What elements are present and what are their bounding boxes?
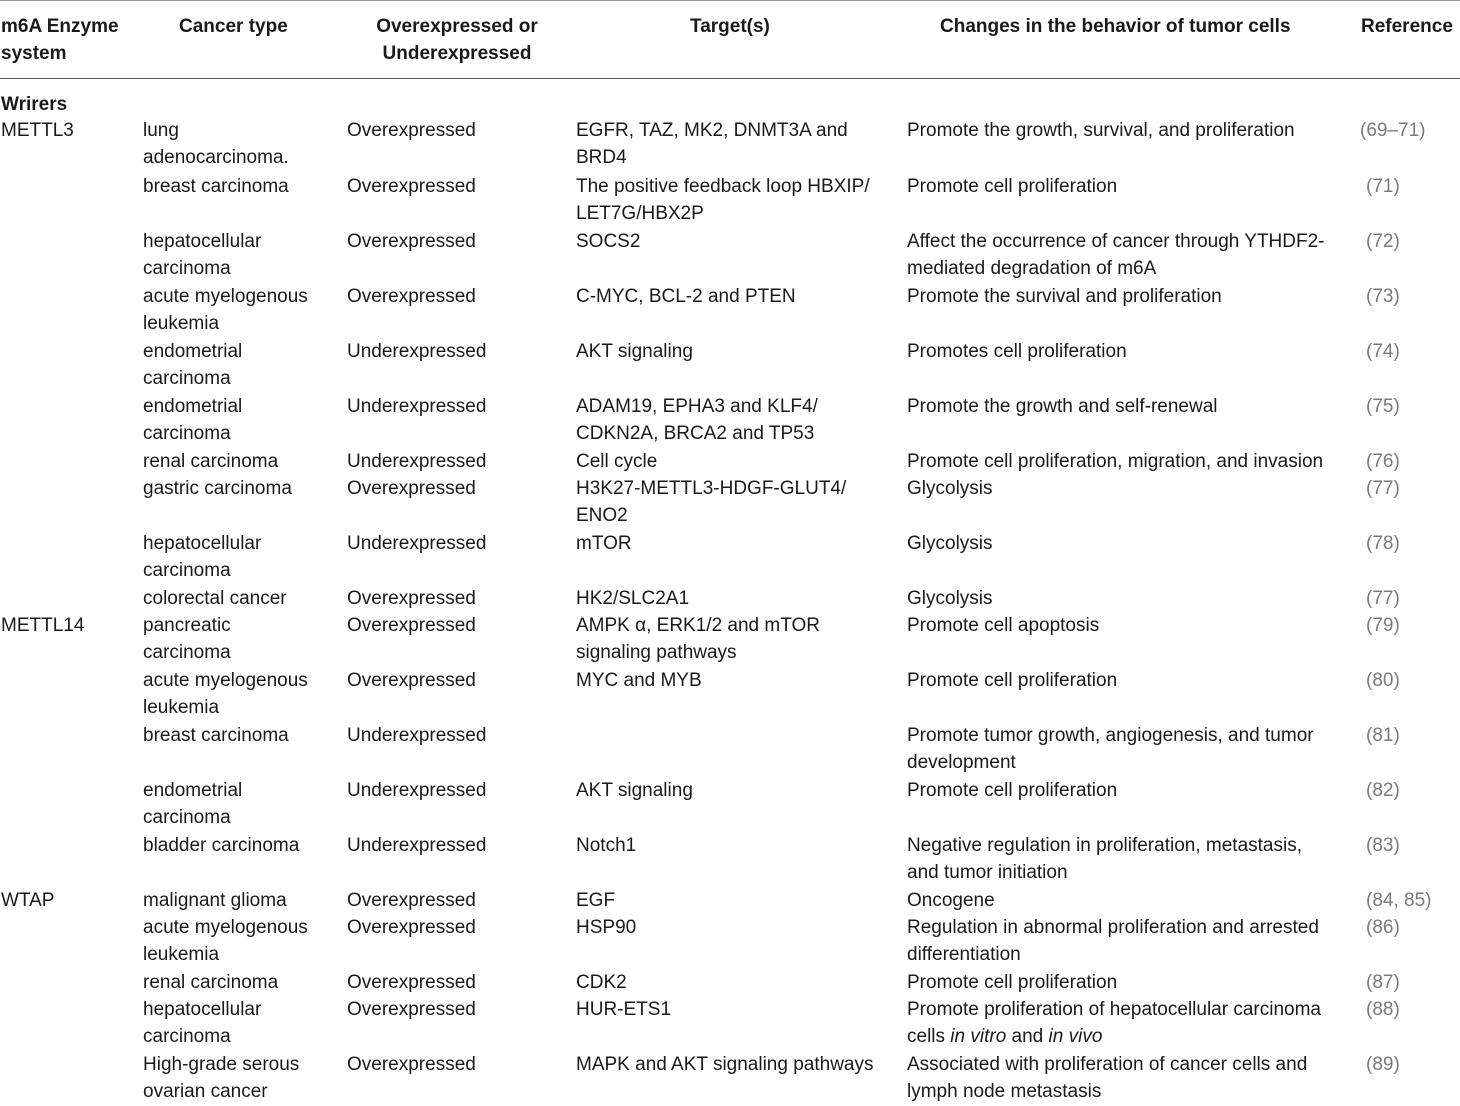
cell-cancer-type: endometrial carcinoma: [143, 341, 243, 390]
cell-target: MYC and MYB: [576, 670, 702, 691]
cell-expression: Overexpressed: [347, 670, 476, 691]
cell-change: Glycolysis: [907, 533, 993, 554]
cell-reference[interactable]: (89): [1366, 1054, 1400, 1075]
cell-cancer-type: breast carcinoma: [143, 725, 289, 746]
cell-cancer-type: bladder carcinoma: [143, 835, 300, 856]
cell-expression: Underexpressed: [347, 835, 487, 856]
cell-expression: Overexpressed: [347, 478, 476, 499]
cell-change: Promote cell proliferation: [907, 780, 1118, 801]
header-cancer-type: Cancer type: [179, 16, 288, 37]
cell-target: ADAM19, EPHA3 and KLF4/ CDKN2A, BRCA2 and TP53: [576, 396, 818, 445]
cell-cancer-type: endometrial carcinoma: [143, 780, 243, 829]
cell-reference[interactable]: (69–71): [1360, 120, 1426, 141]
cell-change: Promote the growth, survival, and proliferation: [907, 120, 1295, 141]
cell-reference[interactable]: (75): [1366, 396, 1400, 417]
cell-target: C-MYC, BCL-2 and PTEN: [576, 286, 796, 307]
cell-cancer-type: endometrial carcinoma: [143, 396, 243, 445]
cell-target: H3K27-METTL3-HDGF-GLUT4/ ENO2: [576, 478, 847, 527]
cell-change: [907, 996, 1337, 1051]
cell-target: AKT signaling: [576, 341, 693, 362]
cell-expression: Overexpressed: [347, 120, 476, 141]
cell-change: Promote the survival and proliferation: [907, 286, 1222, 307]
cell-target: Notch1: [576, 835, 637, 856]
cell-target: Cell cycle: [576, 451, 658, 472]
header-enzyme-system: m6A Enzyme system: [1, 16, 119, 64]
cell-cancer-type: malignant glioma: [143, 890, 287, 911]
cell-target: CDK2: [576, 972, 627, 993]
cell-expression: Underexpressed: [347, 725, 487, 746]
cell-reference[interactable]: (80): [1366, 670, 1400, 691]
change-text-in-vitro: in vitro: [950, 1026, 1007, 1048]
cell-expression: Underexpressed: [347, 341, 487, 362]
change-text-mid: and: [1006, 1026, 1049, 1048]
cell-reference[interactable]: (87): [1366, 972, 1400, 993]
cell-cancer-type: renal carcinoma: [143, 972, 279, 993]
cell-target: mTOR: [576, 533, 632, 554]
cell-target: EGF: [576, 890, 616, 911]
cell-expression: Overexpressed: [347, 176, 476, 197]
cell-expression: Overexpressed: [347, 1054, 476, 1075]
cell-change: Glycolysis: [907, 588, 993, 609]
cell-expression: Overexpressed: [347, 615, 476, 636]
cell-target: The positive feedback loop HBXIP/ LET7G/HBX2P: [576, 176, 870, 225]
cell-expression: Underexpressed: [347, 396, 487, 417]
cell-reference[interactable]: (82): [1366, 780, 1400, 801]
cell-cancer-type: acute myelogenous leukemia: [143, 670, 308, 719]
cell-reference[interactable]: (78): [1366, 533, 1400, 554]
cell-expression: Overexpressed: [347, 231, 476, 252]
cell-reference[interactable]: (84, 85): [1366, 890, 1432, 911]
cell-reference[interactable]: (71): [1366, 176, 1400, 197]
cell-cancer-type: colorectal cancer: [143, 588, 287, 609]
cell-reference[interactable]: (77): [1366, 588, 1400, 609]
table-header: [0, 0, 1460, 79]
cell-expression: Overexpressed: [347, 588, 476, 609]
cell-change: Promotes cell proliferation: [907, 341, 1127, 362]
cell-expression: Overexpressed: [347, 890, 476, 911]
cell-cancer-type: hepatocellular carcinoma: [143, 999, 262, 1048]
change-text-in-vivo: in vivo: [1048, 1026, 1103, 1048]
cell-change: Regulation in abnormal proliferation and arrested differentiation: [907, 917, 1319, 966]
cell-change: Associated with proliferation of cancer cells and lymph node metastasis: [907, 1054, 1308, 1103]
cell-change: Promote cell proliferation: [907, 972, 1118, 993]
cell-change: Promote cell proliferation, migration, and invasion: [907, 451, 1324, 472]
cell-change: Promote cell apoptosis: [907, 615, 1100, 636]
cell-enzyme: METTL3: [1, 120, 74, 141]
cell-reference[interactable]: (86): [1366, 917, 1400, 938]
cell-enzyme: METTL14: [1, 615, 85, 636]
cell-cancer-type: renal carcinoma: [143, 451, 279, 472]
cell-reference[interactable]: (72): [1366, 231, 1400, 252]
cell-expression: Underexpressed: [347, 780, 487, 801]
cell-reference[interactable]: (77): [1366, 478, 1400, 499]
cell-change: Glycolysis: [907, 478, 993, 499]
header-targets: Target(s): [690, 16, 770, 37]
cell-target: HSP90: [576, 917, 637, 938]
cell-target: AMPK α, ERK1/2 and mTOR signaling pathways: [576, 615, 820, 664]
header-behavior-changes: Changes in the behavior of tumor cells: [940, 16, 1291, 37]
cell-change: Affect the occurrence of cancer through YTHDF2-mediated degradation of m6A: [907, 231, 1325, 280]
cell-expression: Overexpressed: [347, 999, 476, 1020]
cell-enzyme: WTAP: [1, 890, 55, 911]
cell-cancer-type: pancreatic carcinoma: [143, 615, 231, 664]
cell-cancer-type: High-grade serous ovarian cancer: [143, 1054, 300, 1103]
section-label: Wrirers: [1, 94, 68, 115]
cell-expression: Overexpressed: [347, 917, 476, 938]
cell-target: MAPK and AKT signaling pathways: [576, 1054, 874, 1075]
cell-change: Oncogene: [907, 890, 995, 911]
cell-reference[interactable]: (76): [1366, 451, 1400, 472]
header-expression: Overexpressed or Underexpressed: [376, 16, 538, 64]
cell-target: HUR-ETS1: [576, 999, 672, 1020]
cell-reference[interactable]: (83): [1366, 835, 1400, 856]
cell-change: Negative regulation in proliferation, metastasis, and tumor initiation: [907, 835, 1302, 884]
change-text-pre: Promote proliferation of hepatocellular carcinoma cells: [907, 999, 1321, 1048]
cell-change: Promote the growth and self-renewal: [907, 396, 1218, 417]
cell-change: Promote cell proliferation: [907, 176, 1118, 197]
cell-target: EGFR, TAZ, MK2, DNMT3A and BRD4: [576, 120, 848, 169]
cell-expression: Underexpressed: [347, 533, 487, 554]
cell-expression: Overexpressed: [347, 972, 476, 993]
cell-expression: Overexpressed: [347, 286, 476, 307]
cell-target: HK2/SLC2A1: [576, 588, 690, 609]
cell-cancer-type: acute myelogenous leukemia: [143, 917, 308, 966]
cell-cancer-type: breast carcinoma: [143, 176, 289, 197]
cell-target: AKT signaling: [576, 780, 693, 801]
cell-change: Promote tumor growth, angiogenesis, and tumor development: [907, 725, 1314, 774]
cell-reference[interactable]: (74): [1366, 341, 1400, 362]
cell-change: Promote cell proliferation: [907, 670, 1118, 691]
cell-cancer-type: lung adenocarcinoma.: [143, 120, 289, 169]
cell-cancer-type: hepatocellular carcinoma: [143, 533, 262, 582]
cell-reference[interactable]: (88): [1366, 999, 1400, 1020]
cell-reference[interactable]: (79): [1366, 615, 1400, 636]
cell-reference[interactable]: (73): [1366, 286, 1400, 307]
cell-cancer-type: hepatocellular carcinoma: [143, 231, 262, 280]
cell-cancer-type: acute myelogenous leukemia: [143, 286, 308, 335]
cell-reference[interactable]: (81): [1366, 725, 1400, 746]
cell-target: SOCS2: [576, 231, 641, 252]
cell-expression: Underexpressed: [347, 451, 487, 472]
cell-cancer-type: gastric carcinoma: [143, 478, 292, 499]
header-reference: Reference: [1361, 16, 1453, 37]
